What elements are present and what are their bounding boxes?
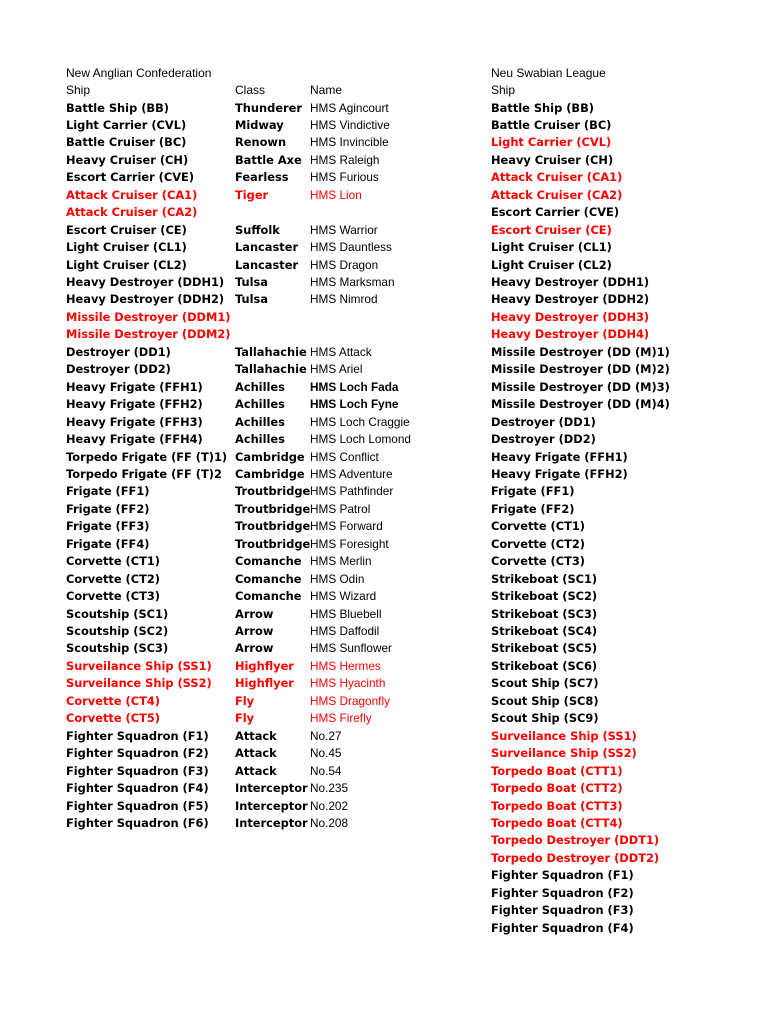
- ship-type: Attack Cruiser (CA2): [66, 205, 198, 220]
- swabian-row: [0, 745, 768, 762]
- anglian-col-ship: Ship: [66, 83, 91, 97]
- ship-class: Lancaster: [235, 257, 299, 272]
- ship-class: Fly: [235, 693, 255, 708]
- ship-name: HMS Bluebell: [310, 606, 382, 621]
- ship-type: Destroyer (DD2): [491, 432, 596, 447]
- ship-type: Attack Cruiser (CA2): [491, 187, 623, 202]
- ship-class: Arrow: [235, 641, 274, 656]
- ship-type: Frigate (FF1): [491, 484, 575, 499]
- swabian-row: [0, 309, 768, 326]
- ship-name: HMS Loch Fada: [310, 379, 399, 394]
- swabian-row: [0, 431, 768, 448]
- ship-type: Escort Cruiser (CE): [66, 222, 187, 237]
- ship-name: HMS Adventure: [310, 466, 393, 481]
- ship-type: Light Carrier (CVL): [66, 117, 187, 132]
- ship-class: Attack: [235, 763, 277, 778]
- ship-type: Heavy Destroyer (DDH3): [491, 309, 650, 324]
- ship-type: Missile Destroyer (DD (M)4): [491, 397, 670, 412]
- ship-type: Fighter Squadron (F6): [66, 815, 209, 830]
- swabian-row: [0, 815, 768, 832]
- swabian-row: [0, 257, 768, 274]
- ship-class: Highflyer: [235, 676, 294, 691]
- ship-class: Arrow: [235, 624, 274, 638]
- ship-name: HMS Dragonfly: [310, 693, 390, 708]
- ship-name: HMS Firefly: [310, 711, 372, 726]
- ship-name: HMS Hyacinth: [310, 676, 386, 691]
- ship-name: HMS Hermes: [310, 658, 381, 673]
- ship-class: Cambridge: [235, 449, 305, 464]
- ship-type: Torpedo Boat (CTT2): [491, 781, 623, 796]
- ship-class: Tallahachie: [235, 362, 307, 377]
- ship-class: Midway: [235, 117, 284, 132]
- swabian-row: [0, 867, 768, 884]
- ship-name: HMS Forward: [310, 519, 383, 534]
- ship-type: Fighter Squadron (F1): [66, 728, 209, 743]
- ship-name: HMS Lion: [310, 187, 362, 202]
- ship-name: HMS Raleigh: [310, 152, 380, 167]
- ship-type: Heavy Frigate (FFH3): [66, 414, 203, 429]
- anglian-col-name: Name: [310, 83, 343, 97]
- ship-class: Achilles: [235, 379, 285, 394]
- ship-type: Missile Destroyer (DD (M)2): [491, 362, 670, 377]
- ship-type: Missile Destroyer (DD (M)3): [491, 379, 670, 394]
- ship-type: Light Carrier (CVL): [491, 135, 612, 150]
- ship-name: HMS Wizard: [310, 589, 377, 604]
- ship-name: HMS Dauntless: [310, 240, 392, 255]
- ship-type: Escort Carrier (CVE): [66, 170, 195, 185]
- header-columns-row: [0, 82, 768, 99]
- ship-class: Comanche: [235, 554, 302, 569]
- swabian-row: [0, 449, 768, 466]
- swabian-row: [0, 291, 768, 308]
- swabian-row: [0, 414, 768, 431]
- swabian-row: [0, 675, 768, 692]
- swabian-col-ship: Ship: [491, 83, 516, 97]
- ship-name: No.54: [310, 763, 342, 778]
- ship-class: Battle Axe: [235, 152, 302, 167]
- ship-type: Scout Ship (SC8): [491, 693, 599, 708]
- ship-class: Highflyer: [235, 658, 294, 673]
- ship-type: Heavy Destroyer (DDH4): [491, 327, 650, 342]
- ship-type: Escort Cruiser (CE): [491, 222, 612, 237]
- swabian-row: [0, 518, 768, 535]
- ship-name: HMS Invincible: [310, 135, 389, 150]
- anglian-col-class: Class: [235, 83, 266, 97]
- ship-name: HMS Loch Craggie: [310, 414, 410, 429]
- ship-name: HMS Patrol: [310, 501, 371, 516]
- ship-class: Renown: [235, 135, 287, 150]
- ship-type: Corvette (CT4): [66, 693, 161, 708]
- ship-name: HMS Dragon: [310, 257, 379, 272]
- ship-type: Heavy Frigate (FFH4): [66, 432, 203, 447]
- ship-type: Frigate (FF2): [66, 501, 150, 516]
- ship-type: Battle Cruiser (BC): [66, 135, 187, 150]
- swabian-row: [0, 501, 768, 518]
- ship-type: Missile Destroyer (DD (M)1): [491, 344, 670, 359]
- ship-name: No.208: [310, 815, 349, 830]
- ship-type: Heavy Frigate (FFH1): [491, 449, 628, 464]
- swabian-row: [0, 780, 768, 797]
- swabian-row: [0, 763, 768, 780]
- ship-name: HMS Vindictive: [310, 117, 390, 132]
- ship-class: Fly: [235, 711, 255, 726]
- ship-type: Surveilance Ship (SS1): [491, 728, 637, 743]
- swabian-row: [0, 483, 768, 500]
- ship-class: Troutbridge: [235, 536, 311, 551]
- ship-name: HMS Furious: [310, 170, 379, 185]
- swabian-row: [0, 274, 768, 291]
- ship-class: Achilles: [235, 432, 285, 447]
- swabian-row: [0, 885, 768, 902]
- swabian-row: [0, 379, 768, 396]
- ship-type: Escort Carrier (CVE): [491, 205, 620, 220]
- ship-type: Heavy Cruiser (CH): [66, 152, 189, 167]
- swabian-row: [0, 100, 768, 117]
- swabian-row: [0, 117, 768, 134]
- ship-class: Troutbridge: [235, 519, 311, 534]
- ship-class: Troutbridge: [235, 484, 311, 499]
- ship-name: HMS Loch Fyne: [310, 397, 399, 412]
- anglian-title: New Anglian Confederation: [66, 66, 212, 80]
- swabian-row: [0, 326, 768, 343]
- swabian-row: [0, 187, 768, 204]
- ship-type: Heavy Destroyer (DDH2): [491, 292, 650, 307]
- ship-type: Heavy Destroyer (DDH2): [66, 292, 225, 307]
- ship-name: HMS Marksman: [310, 275, 395, 289]
- swabian-row: [0, 728, 768, 745]
- ship-type: Corvette (CT3): [66, 589, 161, 604]
- ship-type: Destroyer (DD1): [491, 414, 596, 429]
- ship-class: Comanche: [235, 571, 302, 586]
- ship-class: Suffolk: [235, 222, 280, 237]
- ship-name: HMS Nimrod: [310, 292, 378, 307]
- ship-class: Tulsa: [235, 275, 268, 289]
- ship-type: Surveilance Ship (SS2): [66, 676, 212, 691]
- ship-class: Thunderer: [235, 100, 302, 115]
- ship-type: Surveilance Ship (SS1): [66, 658, 212, 673]
- swabian-row: [0, 344, 768, 361]
- ship-name: HMS Ariel: [310, 362, 363, 377]
- swabian-row: [0, 204, 768, 221]
- swabian-row: [0, 361, 768, 378]
- ship-class: Tallahachie: [235, 344, 307, 359]
- swabian-row: [0, 134, 768, 151]
- ship-class: Attack: [235, 728, 277, 743]
- ship-class: Interceptor: [235, 815, 308, 830]
- ship-type: Destroyer (DD1): [66, 344, 171, 359]
- header-title-row: [0, 65, 768, 82]
- ship-type: Light Cruiser (CL1): [66, 240, 187, 255]
- swabian-row: [0, 640, 768, 657]
- ship-name: No.202: [310, 798, 349, 813]
- ship-type: Strikeboat (SC3): [491, 606, 598, 621]
- ship-name: HMS Agincourt: [310, 100, 389, 115]
- ship-name: HMS Attack: [310, 344, 372, 359]
- ship-type: Heavy Destroyer (DDH1): [66, 275, 225, 289]
- ship-type: Frigate (FF3): [66, 519, 150, 534]
- ship-class: Tulsa: [235, 292, 268, 307]
- ship-type: Corvette (CT3): [491, 554, 586, 569]
- ship-type: Corvette (CT5): [66, 711, 161, 726]
- swabian-row: [0, 536, 768, 553]
- ship-class: Fearless: [235, 170, 289, 185]
- ship-type: Torpedo Boat (CTT1): [491, 763, 623, 778]
- ship-class: Arrow: [235, 606, 274, 621]
- ship-type: Frigate (FF2): [491, 501, 575, 516]
- swabian-row: [0, 798, 768, 815]
- ship-type: Heavy Destroyer (DDH1): [491, 275, 650, 289]
- ship-type: Fighter Squadron (F4): [491, 920, 634, 935]
- ship-type: Strikeboat (SC2): [491, 589, 598, 604]
- ship-class: Achilles: [235, 397, 285, 412]
- swabian-row: [0, 169, 768, 186]
- ship-type: Destroyer (DD2): [66, 362, 171, 377]
- ship-type: Fighter Squadron (F4): [66, 781, 209, 796]
- ship-type: Torpedo Destroyer (DDT1): [491, 833, 660, 848]
- ship-type: Torpedo Frigate (FF (T)1): [66, 449, 228, 464]
- ship-type: Battle Ship (BB): [66, 100, 169, 115]
- ship-type: Heavy Cruiser (CH): [491, 152, 614, 167]
- swabian-row: [0, 553, 768, 570]
- ship-type: Scoutship (SC1): [66, 606, 169, 621]
- ship-type: Scout Ship (SC9): [491, 711, 599, 726]
- ship-type: Battle Ship (BB): [491, 100, 594, 115]
- ship-type: Scoutship (SC2): [66, 624, 169, 638]
- swabian-row: [0, 658, 768, 675]
- ship-name: HMS Merlin: [310, 554, 372, 569]
- ship-type: Fighter Squadron (F3): [491, 903, 634, 918]
- ship-name: HMS Loch Lomond: [310, 432, 411, 447]
- swabian-row: [0, 920, 768, 937]
- ship-class: Interceptor: [235, 798, 308, 813]
- ship-name: HMS Conflict: [310, 449, 379, 464]
- ship-type: Heavy Frigate (FFH1): [66, 379, 203, 394]
- ship-type: Corvette (CT2): [491, 536, 586, 551]
- ship-type: Strikeboat (SC1): [491, 571, 598, 586]
- ship-class: Attack: [235, 746, 277, 761]
- ship-type: Scoutship (SC3): [66, 641, 169, 656]
- swabian-row: [0, 222, 768, 239]
- ship-type: Light Cruiser (CL1): [491, 240, 612, 255]
- swabian-row: [0, 902, 768, 919]
- ship-type: Surveilance Ship (SS2): [491, 746, 637, 761]
- swabian-row: [0, 466, 768, 483]
- ship-type: Light Cruiser (CL2): [491, 257, 612, 272]
- ship-type: Corvette (CT2): [66, 571, 161, 586]
- swabian-row: [0, 571, 768, 588]
- ship-type: Fighter Squadron (F2): [491, 885, 634, 900]
- ship-type: Attack Cruiser (CA1): [66, 187, 198, 202]
- ship-type: Strikeboat (SC4): [491, 624, 598, 638]
- ship-type: Torpedo Frigate (FF (T)2: [66, 466, 222, 481]
- ship-name: No.235: [310, 781, 349, 796]
- swabian-row: [0, 396, 768, 413]
- ship-name: No.27: [310, 728, 342, 743]
- ship-class: Tiger: [235, 187, 269, 202]
- ship-type: Torpedo Boat (CTT3): [491, 798, 623, 813]
- swabian-row: [0, 588, 768, 605]
- ship-type: Fighter Squadron (F5): [66, 798, 209, 813]
- ship-name: HMS Pathfinder: [310, 484, 394, 499]
- ship-name: HMS Sunflower: [310, 641, 392, 656]
- ship-class: Cambridge: [235, 466, 305, 481]
- swabian-title: Neu Swabian League: [491, 66, 606, 80]
- ship-type: Frigate (FF4): [66, 536, 150, 551]
- ship-name: No.45: [310, 746, 342, 761]
- ship-type: Heavy Frigate (FFH2): [66, 397, 203, 412]
- ship-type: Frigate (FF1): [66, 484, 150, 499]
- ship-type: Attack Cruiser (CA1): [491, 170, 623, 185]
- ship-type: Fighter Squadron (F1): [491, 868, 634, 883]
- ship-type: Battle Cruiser (BC): [491, 117, 612, 132]
- swabian-row: [0, 710, 768, 727]
- swabian-row: [0, 623, 768, 640]
- swabian-row: [0, 850, 768, 867]
- ship-type: Scout Ship (SC7): [491, 676, 599, 691]
- ship-type: Strikeboat (SC6): [491, 658, 598, 673]
- ship-name: HMS Warrior: [310, 222, 378, 237]
- swabian-row: [0, 693, 768, 710]
- ship-type: Corvette (CT1): [66, 554, 161, 569]
- swabian-row: [0, 239, 768, 256]
- ship-class: Troutbridge: [235, 501, 311, 516]
- ship-class: Interceptor: [235, 781, 308, 796]
- ship-class: Achilles: [235, 414, 285, 429]
- ship-name: HMS Odin: [310, 571, 365, 586]
- ship-type: Fighter Squadron (F2): [66, 746, 209, 761]
- ship-name: HMS Daffodil: [310, 624, 380, 638]
- ship-type: Strikeboat (SC5): [491, 641, 598, 656]
- ship-class: Lancaster: [235, 240, 299, 255]
- ship-name: HMS Foresight: [310, 536, 389, 551]
- ship-type: Light Cruiser (CL2): [66, 257, 187, 272]
- ship-type: Missile Destroyer (DDM2): [66, 327, 231, 342]
- ship-class: Comanche: [235, 589, 302, 604]
- ship-type: Corvette (CT1): [491, 519, 586, 534]
- ship-type: Fighter Squadron (F3): [66, 763, 209, 778]
- swabian-row: [0, 606, 768, 623]
- ship-type: Missile Destroyer (DDM1): [66, 309, 231, 324]
- ship-type: Heavy Frigate (FFH2): [491, 466, 628, 481]
- swabian-row: [0, 152, 768, 169]
- swabian-row: [0, 832, 768, 849]
- ship-type: Torpedo Destroyer (DDT2): [491, 850, 660, 865]
- ship-type: Torpedo Boat (CTT4): [491, 815, 623, 830]
